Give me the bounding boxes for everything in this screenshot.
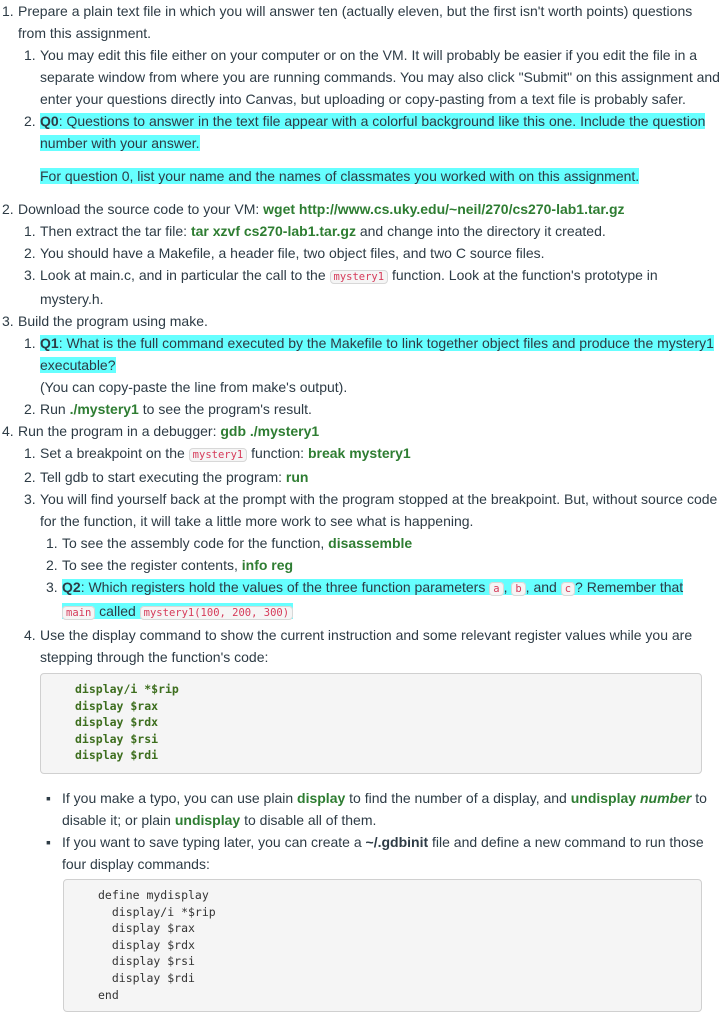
question-text: : Questions to answer in the text file appear with a colorful background like this one. Include the question number with your answer. <box>40 113 706 151</box>
step-number: 3. <box>2 313 14 329</box>
bullet-text: to disable all of them. <box>240 811 377 828</box>
step-text-post: to see the program's result. <box>138 401 312 417</box>
step-text: Download the source code to your VM: <box>18 201 264 217</box>
param-b: b <box>511 582 525 596</box>
bullet-gdbinit <box>0 831 720 875</box>
question-text: : Which registers hold the values of the three function parameters <box>80 579 490 595</box>
inline-code-call: mystery1(100, 200, 300) <box>140 606 293 620</box>
step-number: 1. <box>24 223 36 239</box>
step-text: Build the program using make. <box>18 313 208 329</box>
bullet-icon: ▪ <box>46 833 51 850</box>
inline-code-mystery1: mystery1 <box>189 448 248 462</box>
info-reg-command: info reg <box>241 557 294 573</box>
q0-note <box>0 165 720 187</box>
step-text: Set a breakpoint on the <box>40 445 189 461</box>
number-placeholder: number <box>639 789 692 806</box>
step-4-1 <box>0 442 720 466</box>
step-text: Then extract the tar file: <box>40 223 191 239</box>
step-text: Look at main.c, and in particular the call to the <box>40 267 330 283</box>
step-number: 4. <box>24 627 36 643</box>
bullet-text: If you make a typo, you can use plain <box>62 789 298 806</box>
run-gdb-command: run <box>285 469 309 485</box>
step-number: 2. <box>24 113 36 129</box>
question-label: Q1 <box>40 335 59 351</box>
step-number: 1. <box>24 335 36 351</box>
step-text: To see the assembly code for the function, <box>62 535 329 551</box>
step-text: Prepare a plain text file in which you will answer ten (actually eleven, but the first isn't worth points) questions from this assignment. <box>18 3 693 41</box>
step-number: 2. <box>24 401 36 417</box>
tar-command: tar xzvf cs270-lab1.tar.gz <box>190 223 356 239</box>
bullet-text: file and define a new command to run those four display commands: <box>62 833 704 872</box>
step-3-2 <box>0 398 720 420</box>
break-command: break mystery1 <box>307 445 411 461</box>
gdbinit-code-block: define mydisplay display/i *$rip display $rax display $rdx display $rsi display $rdi end <box>63 879 702 1012</box>
step-3-1 <box>0 332 720 398</box>
step-1 <box>0 0 720 44</box>
step-4-4 <box>0 624 720 668</box>
wget-command: wget http://www.cs.uky.edu/~neil/270/cs270-lab1.tar.gz <box>263 201 625 217</box>
param-c: c <box>561 582 575 596</box>
step-2-2 <box>0 242 720 264</box>
step-1-2 <box>0 110 720 154</box>
step-number: 1. <box>46 535 58 551</box>
step-4-3 <box>0 488 720 532</box>
question-text: , and <box>525 579 561 595</box>
step-number: 3. <box>24 267 36 283</box>
question-q0 <box>40 113 705 151</box>
question-label: Q0 <box>40 113 59 129</box>
step-4-3-1 <box>0 532 720 554</box>
display-command: display <box>297 789 346 806</box>
step-number: 2. <box>2 201 14 217</box>
disassemble-command: disassemble <box>328 535 413 551</box>
bullet-typo <box>0 787 720 831</box>
inline-code-mystery1: mystery1 <box>330 270 389 284</box>
question-text: ? Remember that <box>575 579 684 595</box>
q1-note: (You can copy-paste the line from make's output). <box>40 379 348 395</box>
step-4-3-3 <box>0 576 720 624</box>
step-number: 1. <box>24 445 36 461</box>
step-number: 4. <box>2 423 14 439</box>
step-text-mid: function: <box>247 445 308 461</box>
step-1-1 <box>0 44 720 110</box>
step-2-1 <box>0 220 720 242</box>
question-text: : What is the full command executed by the Makefile to link together object files and produce the mystery1 executable? <box>40 335 714 373</box>
gdbinit-file: ~/.gdbinit <box>365 833 429 850</box>
param-a: a <box>489 582 503 596</box>
step-4-2 <box>0 466 720 488</box>
bullet-text: to find the number of a display, and <box>345 789 571 806</box>
step-text: To see the register contents, <box>62 557 242 573</box>
step-text: Use the display command to show the current instruction and some relevant register values while you are stepping through the function's code: <box>40 627 693 665</box>
question-text: called <box>95 603 140 619</box>
step-4 <box>0 420 720 442</box>
step-text-post: function. Look at the function's prototype in mystery.h. <box>40 267 658 307</box>
step-3 <box>0 310 720 332</box>
bullet-icon: ▪ <box>46 789 51 806</box>
step-number: 3. <box>24 491 36 507</box>
step-4-3-2 <box>0 554 720 576</box>
step-text: Tell gdb to start executing the program: <box>40 469 286 485</box>
q0-note-text: For question 0, list your name and the names of classmates you worked with on this assignment. <box>40 168 640 184</box>
step-number: 2. <box>24 469 36 485</box>
step-number: 1. <box>24 47 36 63</box>
step-2-3 <box>0 264 720 310</box>
question-q2 <box>62 579 683 619</box>
inline-code-main: main <box>62 606 95 620</box>
run-command: ./mystery1 <box>69 401 139 417</box>
step-number: 3. <box>46 579 58 595</box>
question-text: , <box>503 579 512 595</box>
step-text: You will find yourself back at the prompt with the program stopped at the breakpoint. But, without source code for the function, it will take a little more work to see what is happening. <box>40 491 718 529</box>
question-q1 <box>40 335 714 373</box>
step-2 <box>0 198 720 220</box>
undisplay-command: undisplay <box>174 811 241 828</box>
step-text: You may edit this file either on your computer or on the VM. It will probably be easier if you edit the file in a separate window from where you are running commands. You may also click "Submit" on this assignment and enter your questions directly into Canvas, but uploading or copy-pasting from a text file is probably safer. <box>40 47 720 107</box>
step-text-post: and change into the directory it created. <box>355 223 606 239</box>
question-label: Q2 <box>62 579 81 595</box>
step-text: You should have a Makefile, a header file, two object files, and two C source files. <box>40 245 545 261</box>
step-text: Run the program in a debugger: <box>18 423 221 439</box>
step-text: Run <box>40 401 70 417</box>
bullet-text: If you want to save typing later, you can create a <box>62 833 366 850</box>
display-code-block: display/i *$rip display $rax display $rdx display $rsi display $rdi <box>40 673 702 774</box>
step-number: 1. <box>2 3 14 19</box>
gdb-command: gdb ./mystery1 <box>220 423 320 439</box>
step-number: 2. <box>24 245 36 261</box>
bullet-text: to disable it; or plain <box>62 789 707 828</box>
step-number: 2. <box>46 557 58 573</box>
undisplay-command: undisplay <box>570 789 637 806</box>
